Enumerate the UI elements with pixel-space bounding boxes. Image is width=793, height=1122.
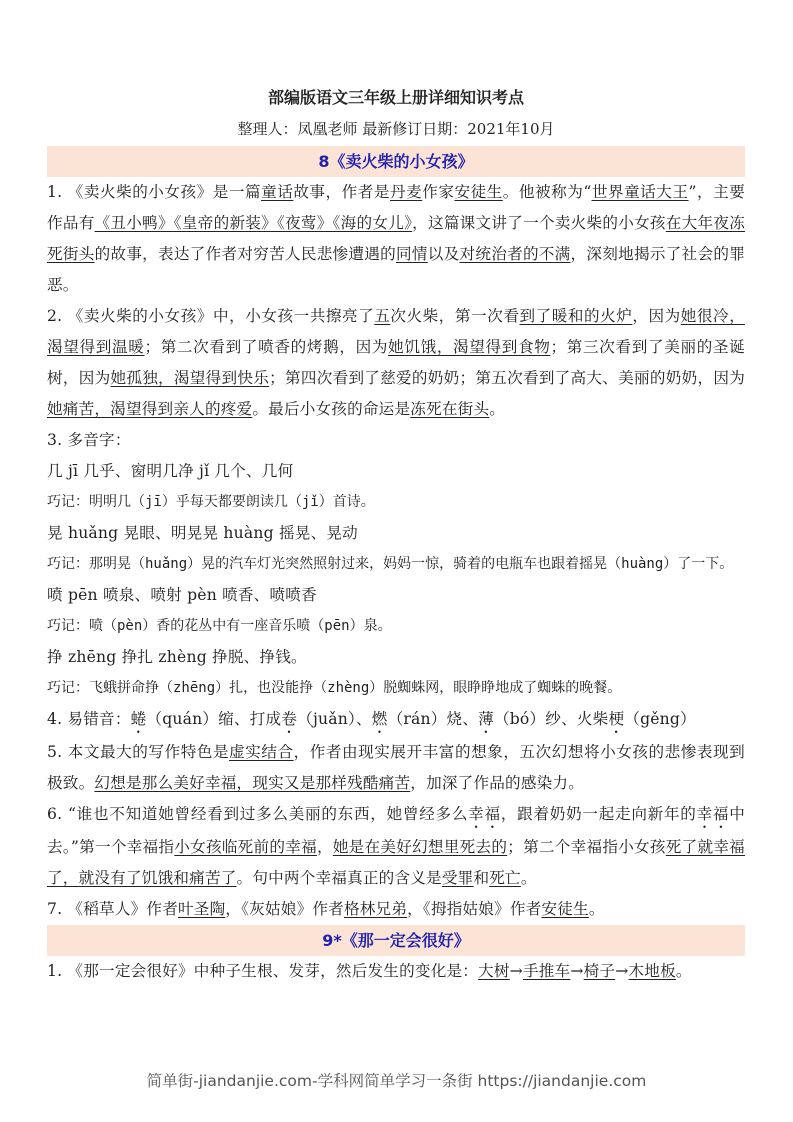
underlined-answer: 安徒生 xyxy=(541,900,589,918)
underlined-answer: 小女孩临死前的幸福 xyxy=(174,838,317,856)
underlined-answer: 世界童话大王 xyxy=(591,183,689,201)
underlined-answer: 到了暖和的火炉 xyxy=(519,307,633,325)
lesson-section xyxy=(47,925,745,987)
text-segment: 。 xyxy=(489,400,506,418)
text-segment: 。最后小女孩的命运是 xyxy=(252,400,411,418)
text-segment: 巧记：那明晃（huǎng）晃的汽车灯光突然照射过来，妈妈一惊，骑着的电瓶车也跟着摇晃（huàng）了一下。 xyxy=(47,556,734,572)
text-segment: 。 xyxy=(588,900,605,918)
emphasized-char: 幸福 xyxy=(696,805,730,823)
underlined-answer: 木地板 xyxy=(628,962,676,980)
sections xyxy=(47,146,745,987)
knowledge-paragraph xyxy=(47,518,745,549)
knowledge-paragraph xyxy=(47,737,745,799)
text-segment: → xyxy=(615,962,629,980)
text-segment: ，作者由现实展开丰富的想象，五次幻想将小女孩的悲惨表现到极致。 xyxy=(47,743,745,792)
text-segment: ，这篇课文讲了一个卖火柴的小女孩 xyxy=(412,214,666,232)
text-segment: ，《拇指姑娘》作者 xyxy=(407,900,542,918)
mnemonic-line xyxy=(47,673,745,704)
knowledge-paragraph xyxy=(47,894,745,925)
text-segment: 的故事，表达了作者对穷苦人民悲惨遭遇的 xyxy=(94,245,397,263)
text-segment: 作家 xyxy=(422,183,455,201)
text-segment: 巧记：喷（pèn）香的花丛中有一座音乐喷（pēn）泉。 xyxy=(47,618,392,634)
document-subtitle: 整理人：凤凰老师 最新修订日期：2021年10月 xyxy=(237,120,555,138)
text-segment: ，《灰姑娘》作者 xyxy=(225,900,344,918)
underlined-answer: 安徒生 xyxy=(454,183,503,201)
emphasized-char: 梗 xyxy=(608,710,625,728)
underlined-answer: 冻死在街头 xyxy=(410,400,490,418)
text-segment: 5. 本文最大的写作特色是 xyxy=(47,743,230,761)
text-segment: 。句中两个幸福真正的含义是 xyxy=(236,869,442,887)
text-segment: （rán）烧、 xyxy=(387,710,479,728)
text-segment: 几 jī 几乎、窗明几净 jǐ 几个、几何 xyxy=(47,462,294,480)
text-segment: ”，主要作品有 xyxy=(47,183,746,232)
text-segment: 故事，作者是 xyxy=(293,183,390,201)
knowledge-paragraph xyxy=(47,301,745,425)
text-segment: ，因为 xyxy=(632,307,681,325)
underlined-answer: 对统治者的不满 xyxy=(459,245,571,263)
underlined-answer: 她痛苦，渴望得到亲人的疼爱 xyxy=(47,400,253,418)
underlined-answer: 格林兄弟 xyxy=(343,900,408,918)
emphasized-char: 薄 xyxy=(478,710,494,728)
knowledge-paragraph xyxy=(47,177,745,301)
text-segment: （gěng） xyxy=(624,710,696,728)
mnemonic-line xyxy=(47,549,745,580)
underlined-answer: 她孤独，渴望得到快乐 xyxy=(110,369,270,387)
text-segment: 7. 《稻草人》作者 xyxy=(47,900,178,918)
text-segment: ，跟着奶奶一起走向新年的 xyxy=(500,805,697,823)
text-segment: （bó）纱、火柴 xyxy=(493,710,609,728)
underlined-answer: 丹麦 xyxy=(389,183,423,201)
text-segment: 。他被称为“ xyxy=(502,183,592,201)
text-segment: ；第二次看到了喷香的烤鹅，因为 xyxy=(144,338,389,356)
text-segment: （quán）缩、打成 xyxy=(146,710,282,728)
text-segment: 6. “谁也不知道她曾经看到过多么美丽的东西，她曾经多么 xyxy=(47,805,469,823)
underlined-answer: 幻想是那么美好幸福，现实又是那样残酷痛苦 xyxy=(94,774,411,792)
knowledge-paragraph xyxy=(47,956,745,987)
document-page xyxy=(47,84,745,987)
underlined-answer: 虚实结合 xyxy=(229,743,294,761)
knowledge-paragraph xyxy=(47,456,745,487)
underlined-answer: 在大年夜冻死街头 xyxy=(47,214,745,263)
lesson-heading: 9*《那一定会很好》 xyxy=(47,925,745,956)
text-segment: ；第四次看到了慈爱的奶奶；第五次看到了高大、美丽的奶奶，因为 xyxy=(269,369,745,387)
text-segment: 4. 易错音： xyxy=(47,710,131,728)
knowledge-paragraph xyxy=(47,704,745,737)
text-segment: ，加深了作品的感染力。 xyxy=(410,774,585,792)
knowledge-paragraph xyxy=(47,642,745,673)
lesson-section xyxy=(47,146,745,925)
text-segment: 晃 huǎng 晃眼、明晃晃 huàng 摇晃、晃动 xyxy=(47,524,358,542)
text-segment: （juǎn）、 xyxy=(297,710,372,728)
text-segment: 1. 《卖火柴的小女孩》是一篇 xyxy=(47,183,262,201)
text-segment: 和 xyxy=(473,869,490,887)
underlined-answer: 《丑小鸭》《皇帝的新装》《夜莺》《海的女儿》 xyxy=(94,214,413,232)
text-segment: 喷 pēn 喷泉、喷射 pèn 喷香、喷喷香 xyxy=(47,586,317,604)
text-segment: 挣 zhēng 挣扎 zhèng 挣脱、挣钱。 xyxy=(47,648,307,666)
knowledge-paragraph xyxy=(47,580,745,611)
underlined-answer: 大树 xyxy=(478,962,510,980)
underlined-answer: 死亡 xyxy=(489,869,521,887)
text-segment: ， xyxy=(316,838,333,856)
emphasized-char: 幸福 xyxy=(468,805,501,823)
underlined-answer: 她是在美好幻想里死去的 xyxy=(332,838,508,856)
text-segment: ；第三次看到了美丽的圣诞树，因为 xyxy=(47,338,745,387)
mnemonic-line xyxy=(47,611,745,642)
text-segment: 2. 《卖火柴的小女孩》中，小女孩一共擦亮了 xyxy=(47,307,375,325)
underlined-answer: 童话 xyxy=(261,183,294,201)
document-title: 部编版语文三年级上册详细知识考点 xyxy=(267,88,524,107)
text-segment: → xyxy=(570,962,584,980)
underlined-answer: 椅子 xyxy=(583,962,616,980)
text-segment: 巧记：飞蛾拼命挣（zhēng）扎，也没能挣（zhèng）脱蜘蛛网，眼睁睁地成了蜘蛛的晚餐。 xyxy=(47,680,622,696)
knowledge-paragraph xyxy=(47,425,745,456)
mnemonic-line xyxy=(47,487,745,518)
text-segment: ，深刻地揭示了社会的罪恶。 xyxy=(47,245,745,294)
underlined-answer: 五 xyxy=(374,307,391,325)
text-segment: 1. 《那一定会很好》中种子生根、发芽，然后发生的变化是： xyxy=(47,962,479,980)
text-segment: 3. 多音字： xyxy=(47,431,131,449)
emphasized-char: 蜷 xyxy=(130,710,147,728)
underlined-answer: 受罪 xyxy=(441,869,474,887)
lesson-heading: 8《卖火柴的小女孩》 xyxy=(47,146,745,177)
underlined-answer: 死了就幸福了，就没有了饥饿和痛苦了 xyxy=(47,838,745,887)
emphasized-char: 燃 xyxy=(371,710,388,728)
text-segment: ；第二个幸福指小女孩 xyxy=(507,838,666,856)
underlined-answer: 她饥饿，渴望得到食物 xyxy=(388,338,551,356)
text-segment: 巧记：明明几（jī）乎每天都要朗读几（jǐ）首诗。 xyxy=(47,494,375,510)
footer-watermark: 简单街-jiandanjie.com-学科网简单学习一条街 https://jiandanjie.com xyxy=(146,1072,647,1090)
underlined-answer: 叶圣陶 xyxy=(178,900,226,918)
text-segment: 以及 xyxy=(427,245,460,263)
underlined-answer: 同情 xyxy=(396,245,428,263)
text-segment: 次火柴，第一次看 xyxy=(390,307,520,325)
underlined-answer: 手推车 xyxy=(522,962,571,980)
knowledge-paragraph xyxy=(47,799,745,894)
text-segment: 。 xyxy=(520,869,537,887)
underlined-answer: 她很冷，渴望得到温暖 xyxy=(47,307,745,356)
text-segment: 。 xyxy=(675,962,692,980)
emphasized-char: 卷 xyxy=(281,710,298,728)
text-segment: → xyxy=(509,962,523,980)
text-segment: 中去。”第一个幸福指 xyxy=(47,805,746,856)
